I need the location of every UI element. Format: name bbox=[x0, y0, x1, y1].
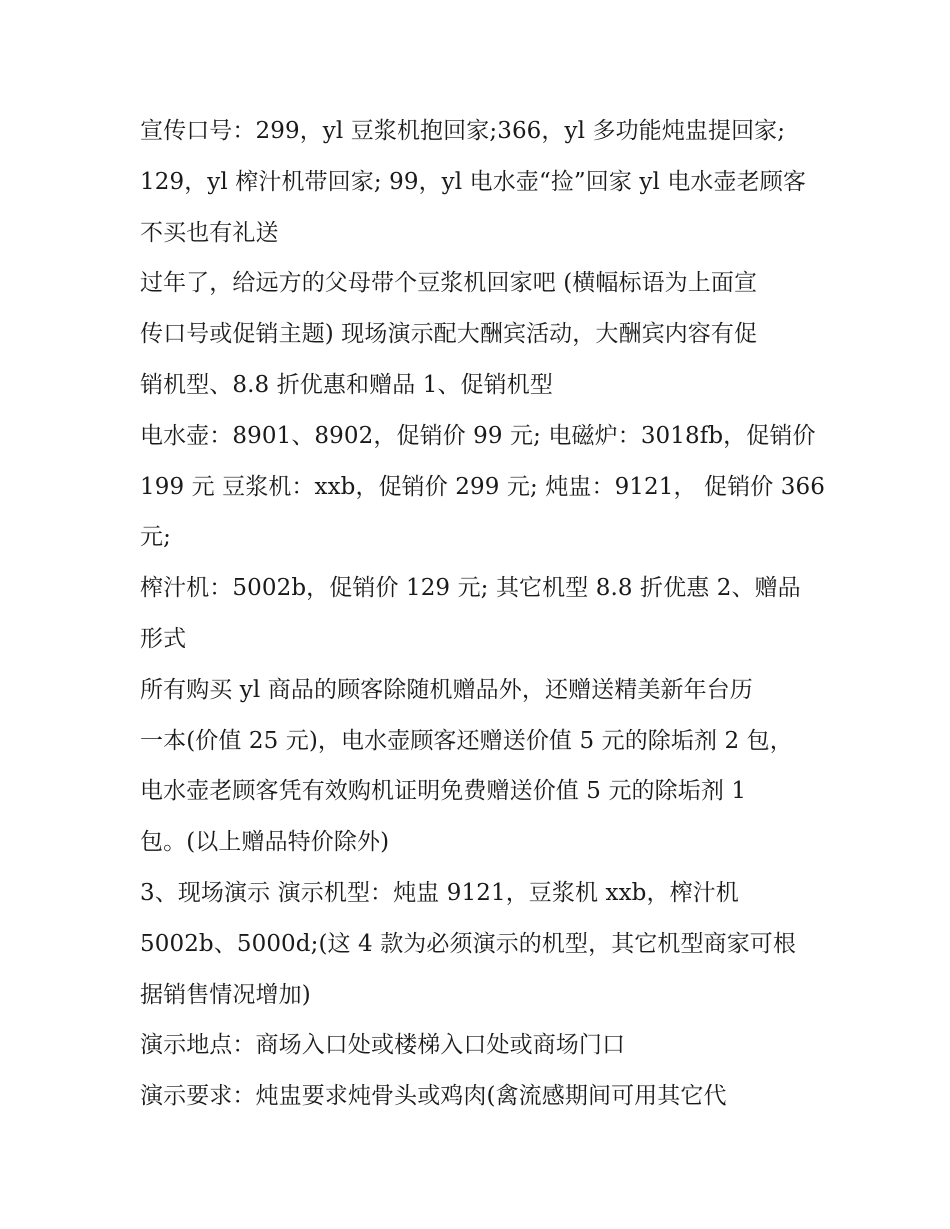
text-line: 电水壶老顾客凭有效购机证明免费赠送价值 5 元的除垢剂 1 bbox=[140, 778, 747, 805]
text-line: 199 元 豆浆机：xxb，促销价 299 元; 炖盅：9121， 促销价 366 bbox=[140, 473, 825, 500]
text-line: 一本(价值 25 元)，电水壶顾客还赠送价值 5 元的除垢剂 2 包， bbox=[140, 727, 793, 754]
text-line: 榨汁机：5002b，促销价 129 元; 其它机型 8.8 折优惠 2、赠品 bbox=[140, 575, 801, 602]
document-body bbox=[140, 106, 825, 1122]
text-line: 宣传口号：299，yl 豆浆机抱回家;366，yl 多功能炖盅提回家; bbox=[140, 118, 786, 144]
text-line: 传口号或促销主题) 现场演示配大酬宾活动，大酬宾内容有促 bbox=[140, 321, 758, 348]
text-line: 演示地点：商场入口处或楼梯入口处或商场门口 bbox=[140, 1032, 626, 1059]
text-line: 3、现场演示 演示机型：炖盅 9121，豆浆机 xxb，榨汁机 bbox=[140, 879, 739, 906]
text-line: 元; bbox=[140, 524, 171, 551]
text-line: 129，yl 榨汁机带回家; 99，yl 电水壶“捡”回家 yl 电水壶老顾客 bbox=[140, 168, 806, 195]
text-line: 过年了，给远方的父母带个豆浆机回家吧 (横幅标语为上面宣 bbox=[140, 270, 758, 297]
text-line: 电水壶：8901、8902，促销价 99 元; 电磁炉：3018fb，促销价 bbox=[140, 422, 816, 449]
text-line: 不买也有礼送 bbox=[140, 219, 279, 246]
text-line: 据销售情况增加) bbox=[140, 981, 311, 1008]
text-line: 包。(以上赠品特价除外) bbox=[140, 829, 390, 856]
text-line: 形式 bbox=[140, 625, 187, 652]
text-line: 所有购买 yl 商品的顾客除随机赠品外，还赠送精美新年台历 bbox=[140, 676, 753, 703]
text-line: 5002b、5000d;(这 4 款为必须演示的机型，其它机型商家可根 bbox=[140, 930, 796, 957]
text-line: 演示要求：炖盅要求炖骨头或鸡肉(禽流感期间可用其它代 bbox=[140, 1083, 727, 1110]
text-line: 销机型、8.8 折优惠和赠品 1、促销机型 bbox=[140, 371, 553, 398]
